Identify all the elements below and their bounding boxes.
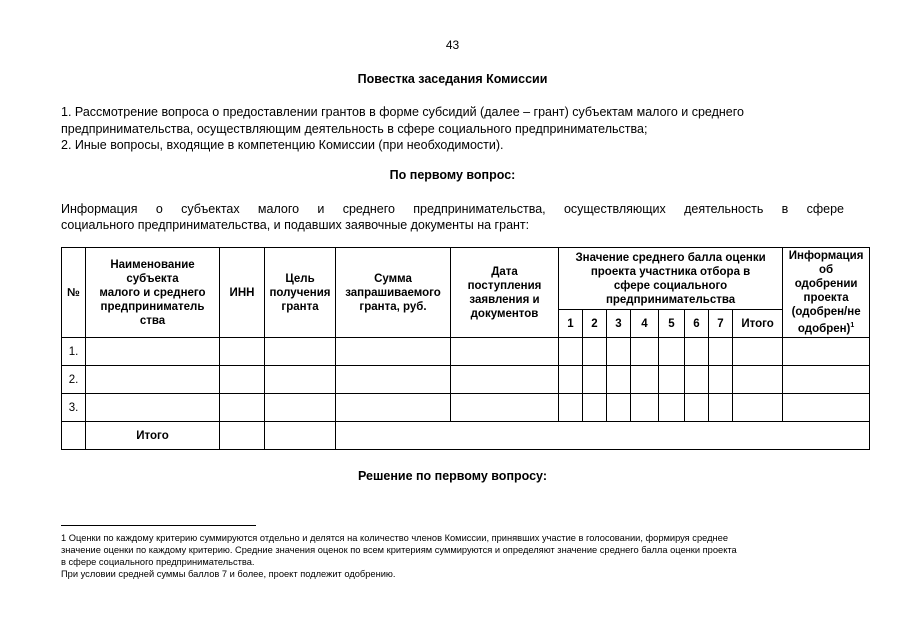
header-inn: ИНН — [220, 248, 265, 338]
header-score: Значение среднего балла оценки проекта участника отбора в сфере социального предпринимательства — [559, 248, 783, 310]
info-text-line2: социального предпринимательства, и подавших заявочные документы на грант: — [61, 218, 530, 232]
footnote-line-4: При условии средней суммы баллов 7 и более, проект подлежит одобрению. — [61, 569, 396, 579]
header-name: Наименование субъекта малого и среднего предприниматель ства — [86, 248, 220, 338]
header-date: Дата поступления заявления и документов — [451, 248, 559, 338]
score-subcol: 6 — [685, 310, 709, 338]
total-label: Итого — [86, 422, 220, 450]
agenda-title: Повестка заседания Комиссии — [357, 72, 548, 86]
score-subcol: 7 — [709, 310, 733, 338]
applicants-table — [61, 247, 870, 450]
header-approval-info: Информация об одобрении проекта (одобрен/не одобрен)$^1$ — [783, 248, 870, 338]
footnote-line-1: 1 Оценки по каждому критерию суммируются отдельно и делятся на количество членов Комиссии, принявших участие в голосовании, формируя среднее — [61, 533, 728, 543]
agenda-item-2: 2. Иные вопросы, входящие в компетенцию Комиссии (при необходимости). — [61, 138, 504, 152]
score-subcol: 1 — [559, 310, 583, 338]
table-row — [62, 394, 870, 422]
header-no: № — [62, 248, 86, 338]
total-row — [62, 422, 870, 450]
page-number: 43 — [445, 38, 460, 52]
table-row — [62, 338, 870, 366]
score-subcol: 3 — [607, 310, 631, 338]
score-subcol: 2 — [583, 310, 607, 338]
header-amount: Сумма запрашиваемого гранта, руб. — [336, 248, 451, 338]
agenda-item-1: 1. Рассмотрение вопроса о предоставлении грантов в форме субсидий (далее – грант) субъектам малого и среднего предпринимательства, осуществляющим деятельность в сфере социального предпринимательства; — [61, 105, 744, 136]
footnote-line-3: в сфере социального предпринимательства. — [61, 557, 255, 567]
row-number: 1. — [62, 338, 86, 366]
first-question-title: По первому вопрос: — [389, 168, 516, 182]
score-subcol: 4 — [631, 310, 659, 338]
score-subcol: 5 — [659, 310, 685, 338]
header-purpose: Цель получения гранта — [265, 248, 336, 338]
score-subcol: Итого — [733, 310, 783, 338]
row-number: 3. — [62, 394, 86, 422]
info-text-line1: Информация о субъектах малого и среднего предпринимательства, осуществляющих деятельность в сфере — [61, 202, 844, 216]
footnote-divider — [61, 525, 256, 526]
footnote-line-2: значение оценки по каждому критерию. Средние значения оценок по всем критериям суммируются и определяют значение среднего балла оценки проекта — [61, 545, 737, 555]
row-number: 2. — [62, 366, 86, 394]
decision-title: Решение по первому вопросу: — [357, 469, 547, 483]
footnote-mark: 1 — [850, 322, 855, 330]
table-row — [62, 366, 870, 394]
